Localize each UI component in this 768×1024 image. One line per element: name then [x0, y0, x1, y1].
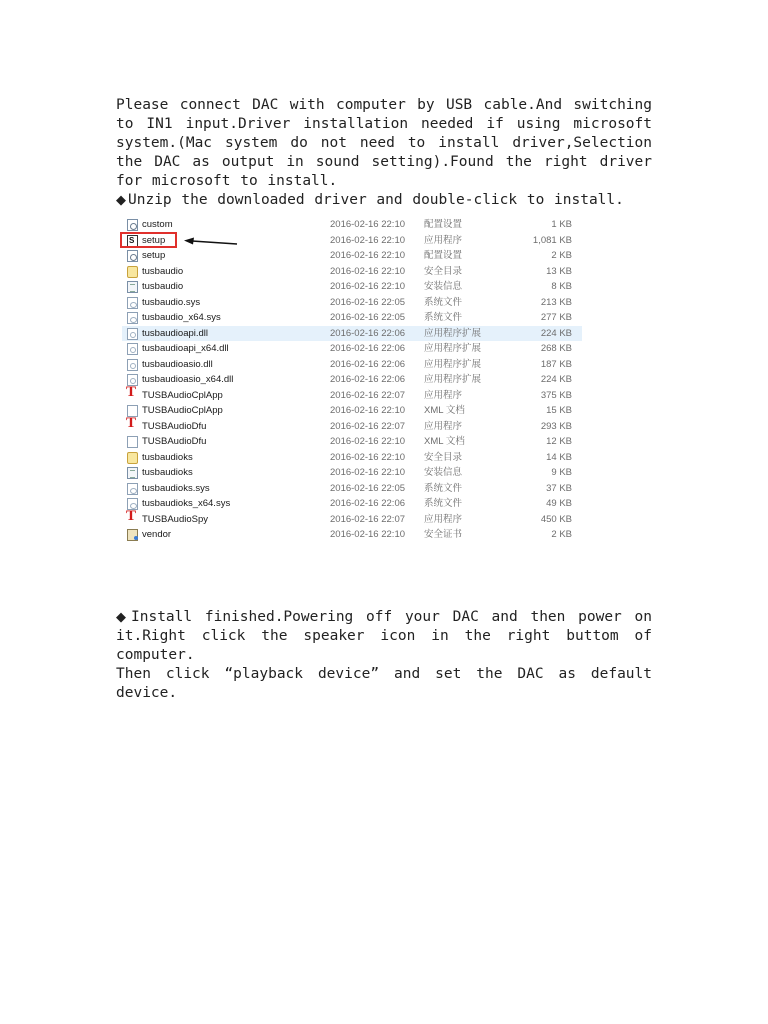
tusb-app-icon	[127, 514, 138, 526]
tusb-app-icon	[127, 421, 138, 433]
file-modified-date: 2016-02-16 22:05	[330, 296, 406, 308]
file-modified-date: 2016-02-16 22:06	[330, 343, 406, 354]
file-size: 2 KB	[551, 250, 572, 261]
file-modified-date: 2016-02-16 22:06	[330, 498, 406, 509]
file-modified-date: 2016-02-16 22:10	[330, 436, 406, 447]
file-modified-date: 2016-02-16 22:10	[330, 281, 406, 292]
system-file-icon	[127, 297, 138, 309]
setup-info-icon	[127, 281, 138, 293]
file-type: 安全证书	[424, 529, 463, 540]
file-size: 2 KB	[551, 529, 572, 540]
file-size: 37 KB	[546, 482, 572, 494]
file-size: 450 KB	[540, 513, 572, 525]
file-row[interactable]	[122, 248, 582, 264]
file-row[interactable]	[122, 512, 582, 528]
dll-icon	[127, 359, 138, 371]
file-modified-date: 2016-02-16 22:10	[330, 451, 406, 463]
instruction-unzip	[116, 191, 652, 210]
file-type: 系统文件	[424, 296, 463, 308]
file-name: tusbaudioapi_x64.dll	[142, 343, 229, 354]
file-name: tusbaudio	[142, 281, 184, 292]
file-name: TUSBAudioDfu	[142, 420, 207, 432]
file-size: 268 KB	[540, 343, 572, 354]
file-size: 213 KB	[540, 296, 572, 308]
instruction-unzip-text: Unzip the downloaded driver and double-click to install.	[128, 192, 624, 208]
file-name: tusbaudio	[142, 265, 184, 277]
setup-highlight-box	[120, 232, 177, 248]
file-size: 1,081 KB	[532, 234, 572, 246]
file-name: TUSBAudioCplApp	[142, 405, 223, 416]
file-row[interactable]	[122, 217, 582, 233]
file-row[interactable]	[122, 527, 582, 543]
xml-file-icon	[127, 436, 138, 448]
file-type: 应用程序扩展	[424, 358, 482, 370]
file-name: tusbaudioks	[142, 451, 193, 463]
file-size: 293 KB	[540, 420, 572, 432]
system-file-icon	[127, 312, 138, 324]
instruction-connect-dac: Please connect DAC with computer by USB cable.And switching to IN1 input.Driver installation needed if using microsoft system.(Mac system do not need to install driver,Selection the DAC as output in sound setting).Found the right driver for microsoft to install.	[116, 97, 652, 189]
file-type: 配置设置	[424, 250, 463, 261]
file-row[interactable]	[122, 310, 582, 326]
file-row[interactable]	[122, 481, 582, 497]
config-icon	[127, 219, 138, 231]
dll-icon	[127, 343, 138, 355]
file-modified-date: 2016-02-16 22:10	[330, 405, 406, 416]
file-name: setup	[142, 250, 166, 261]
tusb-app-icon	[127, 390, 138, 402]
file-name: tusbaudioapi.dll	[142, 327, 209, 339]
file-name: TUSBAudioSpy	[142, 513, 209, 525]
file-type: 应用程序扩展	[424, 327, 482, 339]
certificate-icon	[127, 529, 138, 541]
file-type: 应用程序扩展	[424, 343, 482, 354]
file-type: 系统文件	[424, 498, 463, 509]
file-name: tusbaudioasio.dll	[142, 358, 213, 370]
file-modified-date: 2016-02-16 22:10	[330, 250, 406, 261]
file-row[interactable]	[122, 279, 582, 295]
file-name: tusbaudioasio_x64.dll	[142, 374, 234, 385]
file-size: 224 KB	[540, 327, 572, 339]
file-type: 配置设置	[424, 219, 463, 230]
file-modified-date: 2016-02-16 22:10	[330, 219, 406, 230]
file-size: 13 KB	[546, 265, 572, 277]
file-row[interactable]	[122, 295, 582, 311]
file-type: 安装信息	[424, 281, 463, 292]
file-modified-date: 2016-02-16 22:06	[330, 374, 406, 385]
file-type: 系统文件	[424, 312, 463, 323]
file-modified-date: 2016-02-16 22:10	[330, 265, 406, 277]
pointer-arrow-icon	[182, 236, 238, 248]
setup-info-icon	[127, 467, 138, 479]
bullet-diamond-icon: ◆	[116, 610, 130, 625]
file-type: XML 文档	[424, 436, 465, 447]
file-modified-date: 2016-02-16 22:06	[330, 327, 406, 339]
file-type: 系统文件	[424, 482, 463, 494]
file-size: 1 KB	[551, 219, 572, 230]
file-type: 应用程序	[424, 420, 463, 432]
file-size: 15 KB	[546, 405, 572, 416]
file-name: custom	[142, 219, 173, 230]
file-size: 277 KB	[540, 312, 572, 323]
file-row[interactable]	[122, 372, 582, 388]
bullet-diamond-icon: ◆	[116, 193, 126, 208]
instruction-install-finished	[116, 608, 652, 665]
file-modified-date: 2016-02-16 22:10	[330, 529, 406, 540]
explorer-file-list	[122, 217, 582, 543]
file-type: 应用程序	[424, 389, 463, 401]
file-type: XML 文档	[424, 405, 465, 416]
file-row[interactable]	[122, 465, 582, 481]
file-size: 9 KB	[551, 467, 572, 478]
file-row[interactable]	[122, 419, 582, 435]
file-size: 12 KB	[546, 436, 572, 447]
file-row[interactable]	[122, 434, 582, 450]
file-modified-date: 2016-02-16 22:10	[330, 467, 406, 478]
file-size: 224 KB	[540, 374, 572, 385]
file-row[interactable]	[122, 388, 582, 404]
file-size: 8 KB	[551, 281, 572, 292]
file-type: 应用程序	[424, 513, 463, 525]
config-icon	[127, 250, 138, 262]
file-type: 安全目录	[424, 265, 463, 277]
file-row[interactable]	[122, 264, 582, 280]
file-row[interactable]	[122, 357, 582, 373]
file-row[interactable]	[122, 403, 582, 419]
file-name: tusbaudioks	[142, 467, 193, 478]
file-name: tusbaudioks_x64.sys	[142, 498, 231, 509]
file-size: 187 KB	[540, 358, 572, 370]
file-name: setup	[142, 234, 166, 246]
file-size: 375 KB	[540, 389, 572, 401]
file-modified-date: 2016-02-16 22:06	[330, 358, 406, 370]
file-modified-date: 2016-02-16 22:10	[330, 234, 406, 246]
file-modified-date: 2016-02-16 22:07	[330, 513, 406, 525]
file-size: 14 KB	[546, 451, 572, 463]
file-name: TUSBAudioCplApp	[142, 389, 223, 401]
instruction-install-finished-text: Install finished.Powering off your DAC and then power on it.Right click the speaker icon in the right buttom of computer.	[116, 609, 652, 663]
file-name: TUSBAudioDfu	[142, 436, 207, 447]
file-name: tusbaudioks.sys	[142, 482, 210, 494]
file-name: tusbaudio_x64.sys	[142, 312, 221, 323]
file-modified-date: 2016-02-16 22:07	[330, 420, 406, 432]
catalog-icon	[127, 452, 138, 464]
file-type: 安装信息	[424, 467, 463, 478]
file-modified-date: 2016-02-16 22:07	[330, 389, 406, 401]
file-type: 应用程序扩展	[424, 374, 482, 385]
file-row[interactable]	[122, 450, 582, 466]
instruction-playback-device: Then click “playback device” and set the DAC as default device.	[116, 666, 652, 701]
file-name: tusbaudio.sys	[142, 296, 201, 308]
file-row[interactable]	[122, 341, 582, 357]
file-modified-date: 2016-02-16 22:05	[330, 312, 406, 323]
system-file-icon	[127, 483, 138, 495]
dll-icon	[127, 328, 138, 340]
catalog-icon	[127, 266, 138, 278]
file-row[interactable]	[122, 326, 582, 342]
file-modified-date: 2016-02-16 22:05	[330, 482, 406, 494]
file-row[interactable]	[122, 496, 582, 512]
file-name: vendor	[142, 529, 172, 540]
file-type: 应用程序	[424, 234, 463, 246]
file-type: 安全目录	[424, 451, 463, 463]
file-size: 49 KB	[546, 498, 572, 509]
